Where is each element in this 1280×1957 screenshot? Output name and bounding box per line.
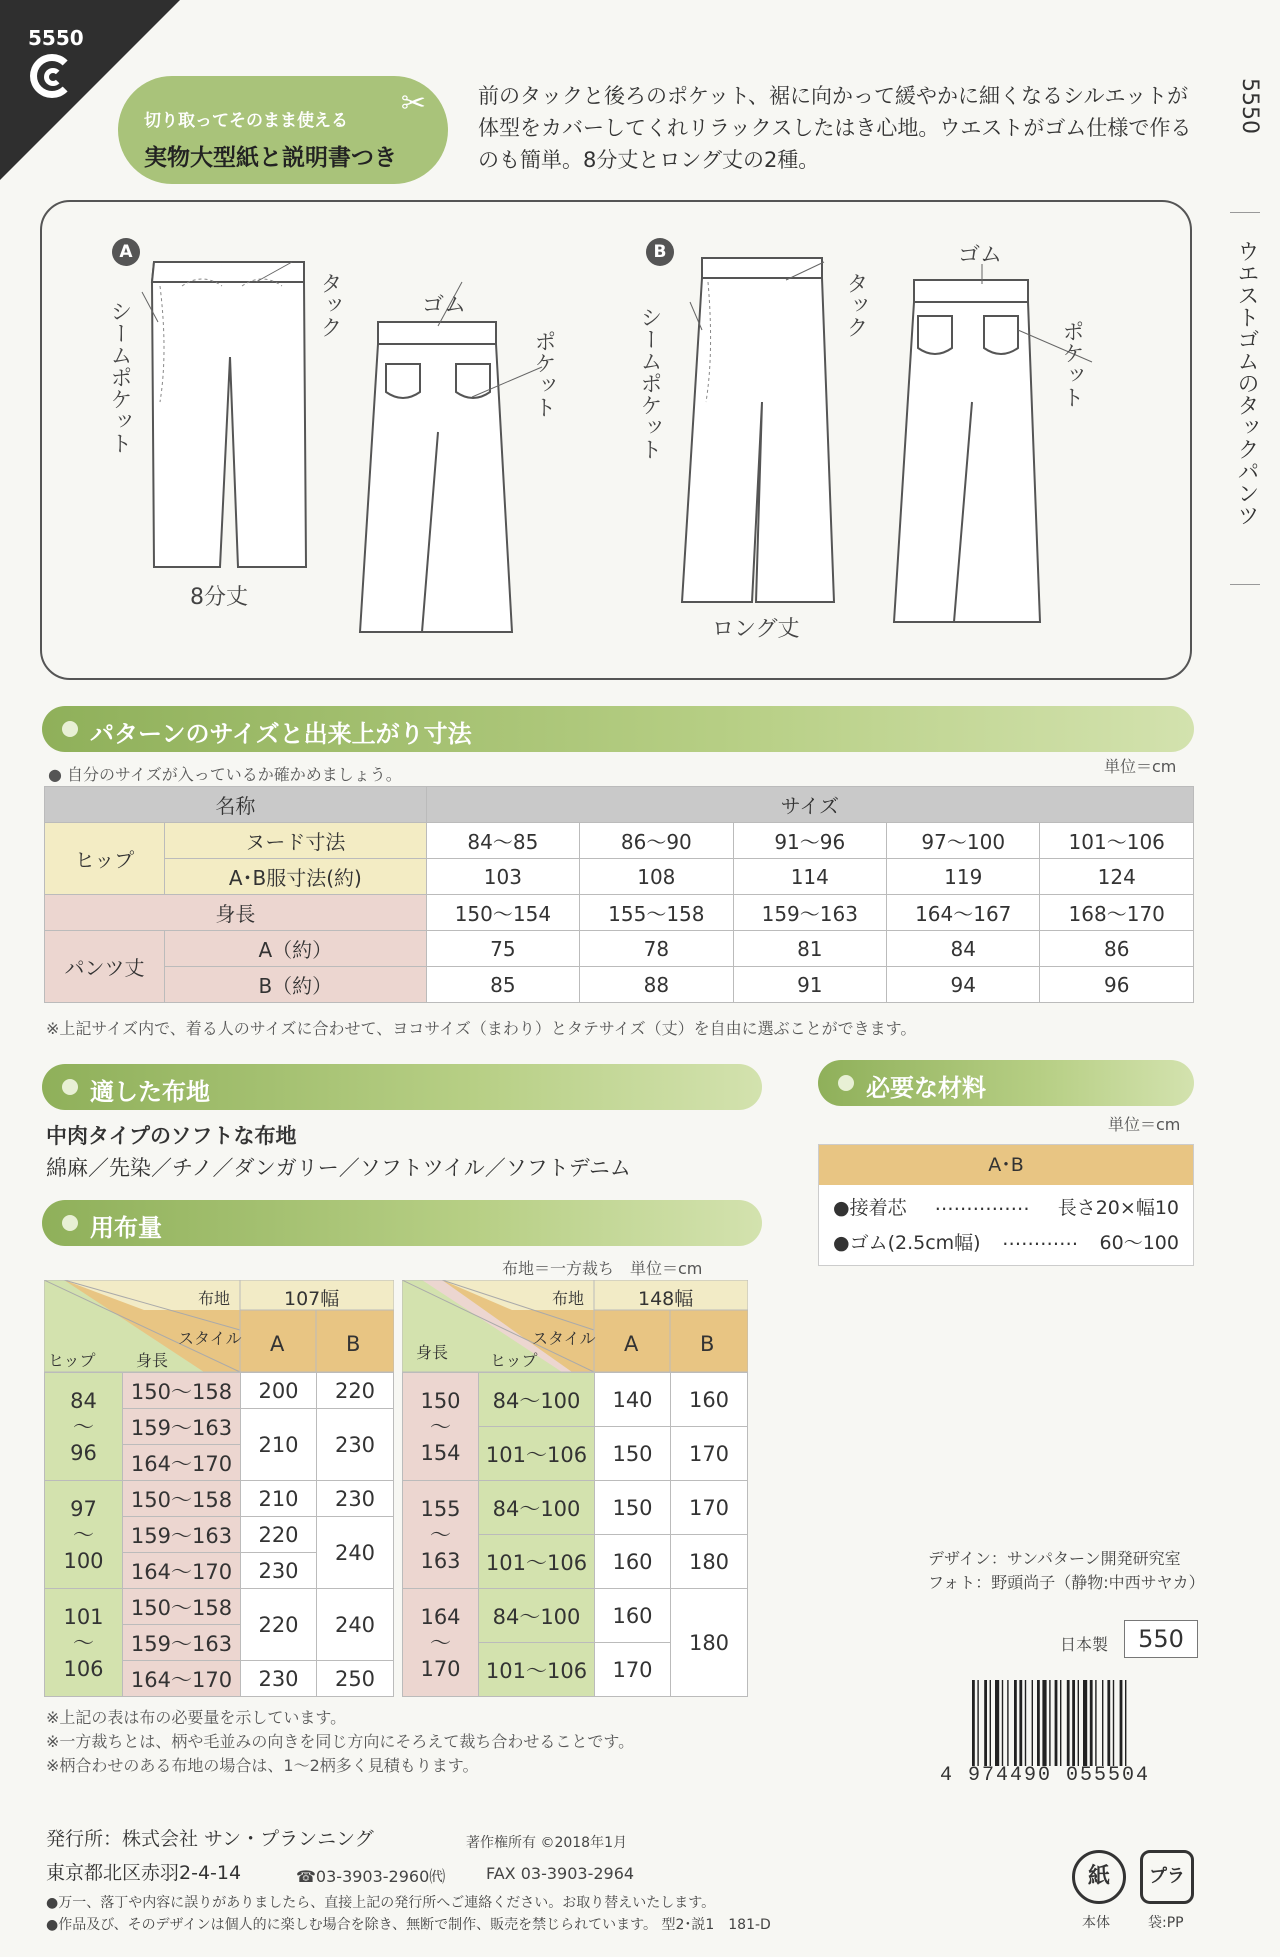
bullet-icon [62,721,78,737]
height-cell: 164 〜 170 [403,1589,479,1697]
height-cell: 159〜163 [733,895,886,931]
hip-cell: 101 〜 106 [45,1589,123,1697]
yardage-note: 布地＝一方裁ち 単位＝cm [502,1259,703,1278]
height-cell: 150〜158 [123,1481,241,1517]
paper-recycle-icon: 紙 [1072,1850,1126,1904]
height-cell: 155〜158 [580,895,733,931]
size-section-header [42,706,1194,752]
b-cell: 170 [671,1427,748,1481]
address: 東京都北区赤羽2-4-14 [46,1862,242,1884]
b-cell: 220 [317,1373,394,1409]
hip-label: ヒップ [45,823,165,895]
yardage-section-header [42,1200,762,1246]
barcode-number: 4 974490 055504 [940,1764,1151,1787]
label-tuck-b: タック [843,272,868,338]
spine-divider [1230,584,1260,585]
fabric-type: 中肉タイプのソフトな布地 [46,1124,297,1148]
logo-inner-icon [44,68,62,86]
height-cell: 155 〜 163 [403,1481,479,1589]
a-cell: 150 [595,1427,671,1481]
style-b-mark: B [646,238,674,266]
garment-cell: 108 [580,859,733,895]
b-cell: 180 [671,1589,748,1697]
pants-a-cell: 86 [1040,931,1194,967]
pants-b-cell: 85 [426,967,579,1003]
a-cell: 140 [595,1373,671,1427]
label-length-a: 8分丈 [190,585,248,610]
hip-cell: 84〜100 [479,1481,595,1535]
hip-cell: 97 〜 100 [45,1481,123,1589]
pants-a-cell: 78 [580,931,733,967]
nude-cell: 91〜96 [733,823,886,859]
pants-b-label: B（約） [165,967,427,1003]
style-a-mark: A [112,238,140,266]
label-seam-pocket-a: シームポケット [107,300,132,454]
materials-box [818,1144,1194,1266]
b-cell: 170 [671,1481,748,1535]
label-tuck-a: タック [317,272,342,338]
materials-section-title: 必要な材料 [866,1074,986,1102]
garment-cell: 119 [887,859,1040,895]
bullet-icon [62,1079,78,1095]
fabric-section-title: 適した布地 [90,1078,210,1106]
copyright: 著作権所有 ©2018年1月 [466,1835,627,1851]
footer-note: ●万一、落丁や内容に誤りがありましたら、直接上記の発行所へご連絡ください。お取り替えいたします。 [46,1895,716,1911]
spine-number: 5550 [1237,78,1262,134]
intro-text: 前のタックと後ろのポケット、裾に向かって緩やかに細くなるシルエットが体型をカバーしてくれリラックスしたはき心地。ウエストがゴム仕様で作るのも簡単。8分丈とロング丈の2種。 [478,84,1192,172]
hip-label: ヒップ [48,1351,96,1370]
label-gomu-b: ゴム [958,243,1003,268]
phone: ☎03-3903-2960㈹ [296,1867,446,1886]
pants-b-cell: 88 [580,967,733,1003]
height-cell: 159〜163 [123,1409,241,1445]
price: 550 [1124,1620,1198,1658]
a-cell: 200 [241,1373,317,1409]
publisher: 発行所：株式会社 サン・プランニング [46,1828,374,1850]
fabric-section-header [42,1064,762,1110]
garment-cell: 124 [1040,859,1194,895]
plastic-label: 袋:PP [1148,1915,1184,1931]
nude-cell: 86〜90 [580,823,733,859]
bullet-icon [838,1075,854,1091]
hip-label: ヒップ [490,1351,538,1370]
pants-a-cell: 84 [887,931,1040,967]
b-cell: 160 [671,1373,748,1427]
material-value: 長さ20×幅10 [1057,1197,1179,1219]
height-cell: 150〜158 [123,1373,241,1409]
material-leader: …………… [934,1193,1030,1215]
height-label: 身長 [416,1343,449,1362]
label-length-b: ロング丈 [712,617,800,642]
size-section-title: パターンのサイズと出来上がり寸法 [90,720,472,748]
materials-section-header [818,1060,1194,1106]
garment-cell: 114 [733,859,886,895]
nude-cell: 101〜106 [1040,823,1194,859]
design-credit: デザイン：サンパターン開発研究室 [928,1549,1181,1568]
a-cell: 210 [241,1409,317,1481]
pants-b-cell: 94 [887,967,1040,1003]
style-label: スタイル [178,1329,242,1348]
pants-b-cell: 96 [1040,967,1194,1003]
size-unit: 単位＝cm [1104,757,1177,776]
a-cell: 230 [241,1553,317,1589]
material-name: ●ゴム(2.5cm幅) [833,1232,981,1254]
barcode-image [968,1680,1196,1770]
nude-cell: 84〜85 [426,823,579,859]
hip-cell: 84〜100 [479,1373,595,1427]
height-label: 身長 [45,895,427,931]
garment-cell: 103 [426,859,579,895]
height-cell: 159〜163 [123,1517,241,1553]
height-cell: 150 〜 154 [403,1373,479,1481]
fabric-label: 布地 [552,1289,585,1308]
scissors-icon: ✂ [400,86,426,121]
hip-cell: 101〜106 [479,1427,595,1481]
b-cell: 230 [317,1409,394,1481]
a-cell: 210 [241,1481,317,1517]
height-cell: 164〜167 [887,895,1040,931]
yardage-table-148 [402,1280,748,1697]
yardage-table-148-body [402,1372,748,1697]
b-cell: 240 [317,1517,394,1589]
bullet-icon [62,1215,78,1231]
hip-cell: 84 〜 96 [45,1373,123,1481]
pattern-number: 5550 [28,26,84,50]
height-cell: 168〜170 [1040,895,1194,931]
b-cell: 230 [317,1481,394,1517]
material-row [819,1220,1193,1255]
size-note: ● 自分のサイズが入っているか確かめましょう。 [48,765,402,784]
col-b-label: B [700,1332,715,1356]
a-cell: 230 [241,1661,317,1697]
yardage-note-line: ※柄合わせのある布地の場合は、1〜2柄多く見積もります。 [46,1756,479,1775]
hip-cell: 101〜106 [479,1535,595,1589]
yardage-table-107-body [44,1372,394,1697]
b-cell: 180 [671,1535,748,1589]
garment-label: A･B服寸法(約) [165,859,427,895]
badge-title: 実物大型紙と説明書つき [144,145,397,171]
yardage-table-107 [44,1280,394,1697]
yardage-section-title: 用布量 [90,1214,162,1242]
fabric-list: 綿麻／先染／チノ／ダンガリー／ソフトツイル／ソフトデニム [46,1156,631,1180]
hip-cell: 84〜100 [479,1589,595,1643]
a-cell: 220 [241,1517,317,1553]
plastic-recycle-icon: プラ [1140,1850,1194,1904]
material-leader: ………… [1002,1228,1079,1250]
col-a-label: A [624,1332,639,1356]
a-cell: 160 [595,1589,671,1643]
photo-credit: フォト：野頭尚子（静物:中西サヤカ） [928,1573,1205,1592]
label-gomu-a: ゴム [422,293,467,318]
size-table [44,786,1194,1003]
nude-cell: 97〜100 [887,823,1040,859]
a-cell: 150 [595,1481,671,1535]
size-note-text: 自分のサイズが入っているか確かめましょう。 [67,765,402,784]
materials-unit: 単位＝cm [1108,1115,1181,1134]
spine-divider [1230,212,1260,213]
footer-note: ●作品及び、そのデザインは個人的に楽しむ場合を除き、無断で制作、販売を禁じられています。 型2･説1 181-D [46,1917,771,1933]
made-in: 日本製 [1060,1635,1109,1654]
size-header: サイズ [426,787,1193,823]
width-label: 107幅 [284,1288,340,1310]
pants-a-label: A（約） [165,931,427,967]
pants-a-cell: 75 [426,931,579,967]
hip-cell: 101〜106 [479,1643,595,1697]
height-cell: 164〜170 [123,1445,241,1481]
materials-head: A･B [819,1145,1193,1185]
a-cell: 220 [241,1589,317,1661]
style-label: スタイル [532,1329,596,1348]
height-cell: 150〜154 [426,895,579,931]
illustration-panel [40,200,1192,680]
yardage-note-line: ※上記の表は布の必要量を示しています。 [46,1708,347,1727]
label-pocket-a: ポケット [531,330,556,418]
label-pocket-b: ポケット [1059,320,1084,408]
nude-label: ヌード寸法 [165,823,427,859]
fax: FAX 03-3903-2964 [486,1864,635,1883]
a-cell: 170 [595,1643,671,1697]
size-footnote: ※上記サイズ内で、着る人のサイズに合わせて、ヨコサイズ（まわり）とタテサイズ（丈）を自由に選ぶことができます。 [46,1019,917,1038]
yardage-notes [46,1706,634,1778]
material-value: 60〜100 [1099,1232,1179,1254]
material-row [819,1185,1193,1220]
col-b-label: B [346,1332,361,1356]
name-header: 名称 [45,787,427,823]
badge-subtitle: 切り取ってそのまま使える [144,111,348,131]
height-label: 身長 [136,1351,169,1370]
a-cell: 160 [595,1535,671,1589]
spine-title: ウエストゴムのタックパンツ [1234,240,1259,526]
height-cell: 150〜158 [123,1589,241,1625]
b-cell: 250 [317,1661,394,1697]
b-cell: 240 [317,1589,394,1661]
paper-label: 本体 [1082,1915,1110,1931]
col-a-label: A [270,1332,285,1356]
pants-a-cell: 81 [733,931,886,967]
fabric-label: 布地 [198,1289,231,1308]
height-cell: 159〜163 [123,1625,241,1661]
pants-b-cell: 91 [733,967,886,1003]
label-seam-pocket-b: シームポケット [637,306,662,460]
yardage-note-line: ※一方裁ちとは、柄や毛並みの向きを同じ方向にそろえて裁ち合わせることです。 [46,1732,635,1751]
pants-length-label: パンツ丈 [45,931,165,1003]
pattern-badge [118,76,448,184]
material-name: ●接着芯 [833,1197,907,1219]
width-label: 148幅 [638,1288,694,1310]
height-cell: 164〜170 [123,1661,241,1697]
height-cell: 164〜170 [123,1553,241,1589]
